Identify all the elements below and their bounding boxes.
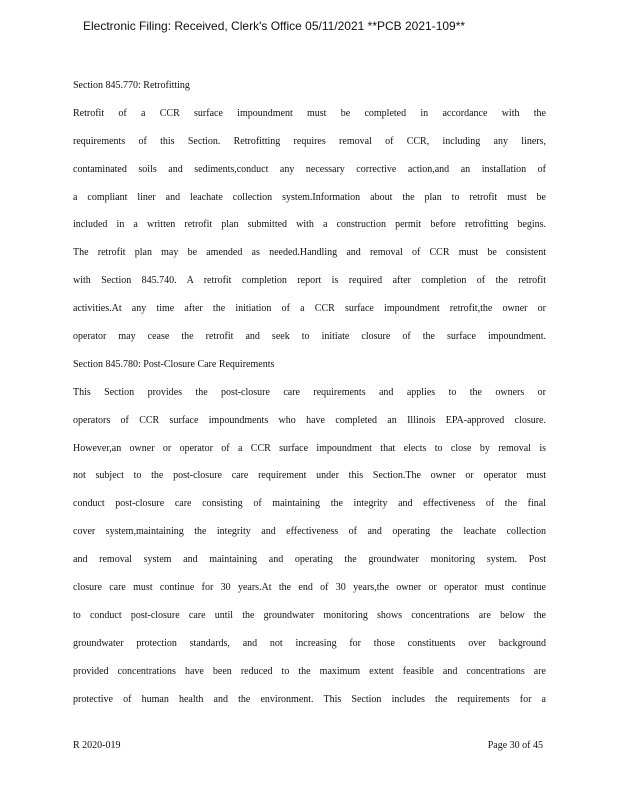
filing-stamp-header: Electronic Filing: Received, Clerk's Office 05/11/2021 **PCB 2021-109** (83, 19, 466, 33)
paragraph-line: a compliant liner and leachate collection system.Information about the plan to retrofit must be (73, 191, 546, 203)
document-body (73, 72, 546, 713)
paragraph-line: cover system,maintaining the integrity and effectiveness of and operating the leachate collection (73, 526, 546, 538)
paragraph-line: to conduct post-closure care until the groundwater monitoring shows concentrations are below the (73, 609, 546, 621)
paragraph-line: activities.At any time after the initiation of a CCR surface impoundment retrofit,the owner or (73, 303, 546, 315)
paragraph-line: provided concentrations have been reduced to the maximum extent feasible and concentrations are (73, 665, 546, 677)
paragraph-line: conduct post-closure care consisting of maintaining the integrity and effectiveness of the final (73, 498, 546, 510)
paragraph-line: This Section provides the post-closure care requirements and applies to the owners or (73, 386, 546, 398)
paragraph-line: contaminated soils and sediments,conduct any necessary corrective action,and an installation of (73, 163, 546, 175)
paragraph-line: closure care must continue for 30 years.At the end of 30 years,the owner or operator must continue (73, 582, 546, 594)
footer-docket-number: R 2020-019 (73, 740, 121, 751)
paragraph-line: The retrofit plan may be amended as needed.Handling and removal of CCR must be consistent (73, 247, 546, 259)
paragraph-line: requirements of this Section. Retrofitting requires removal of CCR, including any liners, (73, 135, 546, 147)
paragraph-line: included in a written retrofit plan submitted with a construction permit before retrofitting begins. (73, 219, 546, 231)
paragraph-line: protective of human health and the environment. This Section includes the requirements for a (73, 693, 546, 705)
paragraph-line: Retrofit of a CCR surface impoundment must be completed in accordance with the (73, 107, 546, 119)
paragraph-line: However,an owner or operator of a CCR surface impoundment that elects to close by removal is (73, 442, 546, 454)
paragraph-line: not subject to the post-closure care requirement under this Section.The owner or operator must (73, 470, 546, 482)
section-heading-retrofitting: Section 845.770: Retrofitting (73, 80, 190, 91)
section-paragraph-post-closure (73, 379, 546, 714)
paragraph-line: and removal system and maintaining and operating the groundwater monitoring system. Post (73, 554, 546, 566)
paragraph-line: operators of CCR surface impoundments who have completed an Illinois EPA-approved closure. (73, 414, 546, 426)
paragraph-line: operator may cease the retrofit and seek to initiate closure of the surface impoundment. (73, 331, 546, 343)
section-paragraph-retrofitting (73, 100, 546, 351)
footer-page-number: Page 30 of 45 (487, 740, 543, 751)
section-heading-post-closure: Section 845.780: Post-Closure Care Requirements (73, 358, 275, 370)
paragraph-line: groundwater protection standards, and not increasing for those constituents over background (73, 637, 546, 649)
paragraph-line: with Section 845.740. A retrofit completion report is required after completion of the retrofit (73, 275, 546, 287)
